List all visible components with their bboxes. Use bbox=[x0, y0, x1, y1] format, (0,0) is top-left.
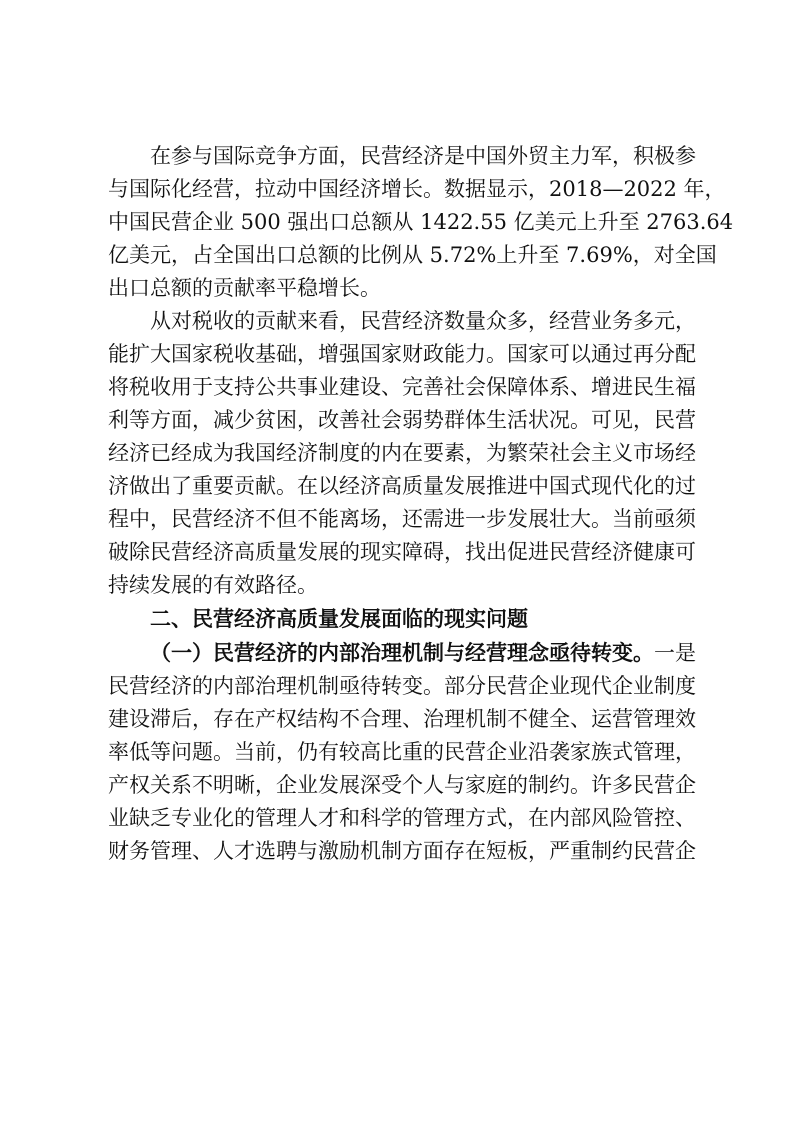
text-line: 破除民营经济高质量发展的现实障碍，找出促进民营经济健康可 bbox=[108, 540, 696, 564]
subsection-title: （一）民营经济的内部治理机制与经营理念亟待转变。 bbox=[150, 641, 654, 665]
paragraph-internal-governance bbox=[108, 638, 696, 867]
text-line: 率低等问题。当前，仍有较高比重的民营企业沿袭家族式管理， bbox=[108, 740, 696, 764]
text-line: 出口总额的贡献率平稳增长。 bbox=[108, 276, 381, 300]
text-line: 与国际化经营，拉动中国经济增长。数据显示，2018—2022 年， bbox=[108, 177, 726, 201]
text-line: 程中，民营经济不但不能离场，还需进一步发展壮大。当前亟须 bbox=[108, 507, 696, 531]
text-line: 建设滞后，存在产权结构不合理、治理机制不健全、运营管理效 bbox=[108, 707, 696, 731]
text-line: 持续发展的有效路径。 bbox=[108, 573, 318, 597]
text-line: 产权关系不明晰，企业发展深受个人与家庭的制约。许多民营企 bbox=[108, 773, 696, 797]
section-heading: 二、民营经济高质量发展面临的现实问题 bbox=[150, 607, 528, 631]
text-line: 财务管理、人才选聘与激励机制方面存在短板，严重制约民营企 bbox=[108, 839, 696, 863]
text-line: 能扩大国家税收基础，增强国家财政能力。国家可以通过再分配 bbox=[108, 342, 696, 366]
text-line: 业缺乏专业化的管理人才和科学的管理方式，在内部风险管控、 bbox=[108, 806, 696, 830]
text-line: 利等方面，减少贫困，改善社会弱势群体生活状况。可见，民营 bbox=[108, 408, 696, 432]
text-line bbox=[108, 638, 696, 669]
text-line: 将税收用于支持公共事业建设、完善社会保障体系、增进民生福 bbox=[108, 375, 696, 399]
paragraph-foreign-trade bbox=[108, 141, 734, 304]
subsection-first-line-rest: 一是 bbox=[654, 641, 696, 665]
text-line: 在参与国际竞争方面，民营经济是中国外贸主力军，积极参 bbox=[150, 144, 696, 168]
text-line: 中国民营企业 500 强出口总额从 1422.55 亿美元上升至 2763.64 bbox=[108, 210, 734, 234]
text-line: 民营经济的内部治理机制亟待转变。部分民营企业现代企业制度 bbox=[108, 674, 696, 698]
document-body bbox=[108, 141, 734, 869]
text-line: 经济已经成为我国经济制度的内在要素，为繁荣社会主义市场经 bbox=[108, 441, 696, 465]
paragraph-tax-contribution bbox=[108, 306, 696, 601]
text-line: 从对税收的贡献来看，民营经济数量众多，经营业务多元， bbox=[150, 309, 696, 333]
text-line: 济做出了重要贡献。在以经济高质量发展推进中国式现代化的过 bbox=[108, 474, 696, 498]
text-line: 亿美元，占全国出口总额的比例从 5.72%上升至 7.69%，对全国 bbox=[108, 243, 717, 267]
